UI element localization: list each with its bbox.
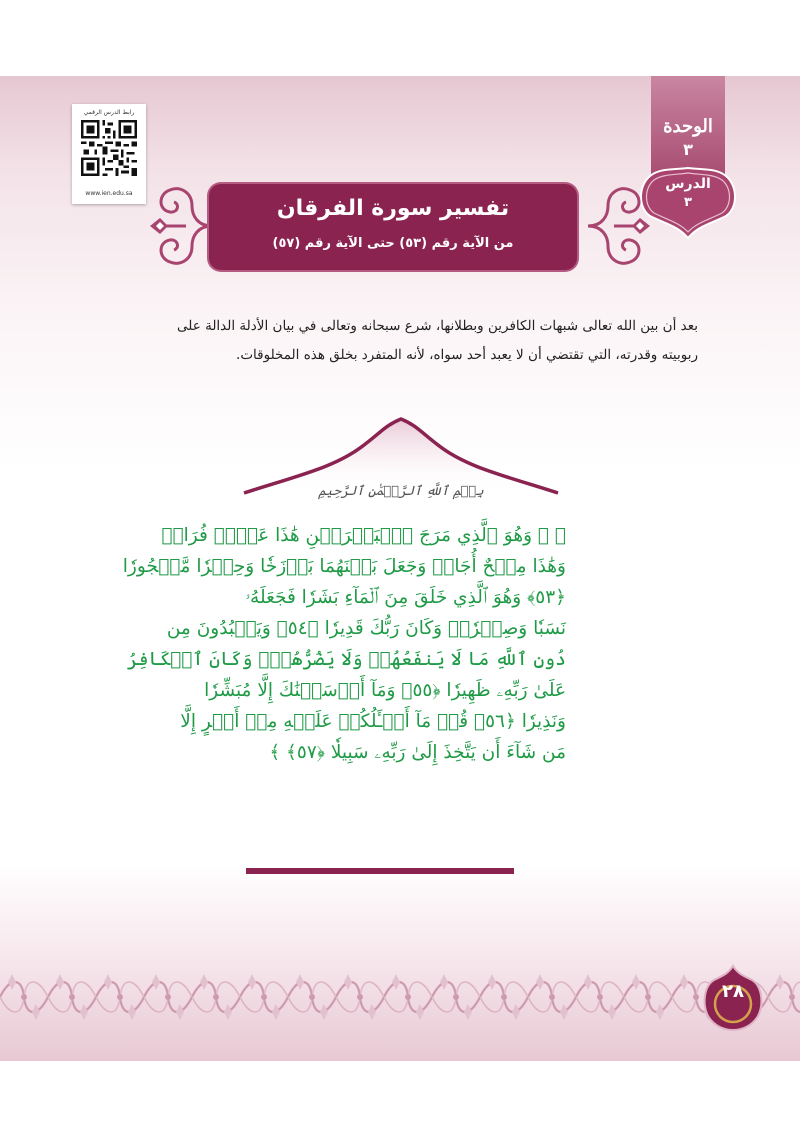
verses-block — [122, 520, 566, 768]
qr-url[interactable]: www.ien.edu.sa — [85, 190, 133, 197]
intro-paragraph — [96, 312, 698, 370]
verse-line: مَن شَآءَ أَن يَتَّخِذَ إِلَىٰ رَبِّهِۦ سَبِيلٗا ﴿٥٧﴾ ﴾ — [269, 742, 566, 763]
verse-line: ﴿٥٣﴾ وَهُوَ ٱلَّذِي خَلَقَ مِنَ ٱلۡمَآءِ بَشَرٗا فَجَعَلَهُۥ — [245, 587, 566, 608]
page-subtitle: من الآية رقم (٥٣) حتى الآية رقم (٥٧) — [272, 236, 514, 251]
verse-line: وَنَذِيرٗا ﴿٥٦﴾ قُلۡ مَآ أَسۡـَٔلُكُمۡ عَلَيۡهِ مِنۡ أَجۡرٍ إِلَّا — [180, 711, 566, 732]
lesson-number: ٣ — [684, 195, 692, 210]
unit-number: ٣ — [683, 140, 693, 159]
title-box — [209, 184, 577, 270]
right-ornament-icon — [582, 176, 654, 276]
lesson-label: الدرس — [665, 176, 711, 192]
left-ornament-icon — [146, 176, 218, 276]
verse-line: ﴿ ۞ وَهُوَ ٱلَّذِي مَرَجَ ٱلۡبَحۡرَيۡنِ هَٰذَا عَذۡبٞ فُرَاتٞ — [161, 525, 566, 546]
qr-code-icon[interactable] — [81, 120, 137, 176]
verse-line: نَسَبٗا وَصِهۡرٗاۗ وَكَانَ رَبُّكَ قَدِيرٗا ﴿٥٤﴾ وَيَعۡبُدُونَ مِن — [166, 618, 566, 639]
qr-label: رابط الدرس الرقمي — [83, 109, 135, 116]
intro-line: ربوبيته وقدرته، التي تقتضي أن لا يعبد أحد سواه، لأنه المتفرد بخلق هذه المخلوقات. — [236, 347, 698, 363]
intro-line: بعد أن بين الله تعالى شبهات الكافرين وبطلانها، شرع سبحانه وتعالى في بيان الأدلة الدالة على — [177, 318, 698, 334]
verse-line: عَلَىٰ رَبِّهِۦ ظَهِيرٗا ﴿٥٥﴾ وَمَآ أَرۡسَلۡنَٰكَ إِلَّا مُبَشِّرٗا — [204, 680, 566, 701]
verse-line: دُونِ ٱللَّهِ مَا لَا يَنفَعُهُمۡ وَلَا يَضُرُّهُمۡۗ وَكَانَ ٱلۡكَافِرُ — [126, 649, 566, 670]
page-title: تفسير سورة الفرقان — [276, 196, 510, 221]
page-number: ٢٨ — [722, 981, 744, 1002]
basmala: بِسۡمِ ٱللَّهِ ٱلرَّحۡمَٰنِ ٱلرَّحِيمِ — [318, 484, 484, 499]
unit-label: الوحدة — [663, 116, 713, 137]
verse-line: وَهَٰذَا مِلۡحٌ أُجَاجٞ وَجَعَلَ بَيۡنَهُمَا بَرۡزَخٗا وَحِجۡرٗا مَّحۡجُورٗا — [122, 556, 566, 577]
section-divider — [246, 868, 514, 874]
dome-ornament-icon — [240, 415, 562, 495]
bottom-border-pattern-icon — [0, 962, 800, 1032]
qr-card[interactable] — [72, 104, 146, 204]
